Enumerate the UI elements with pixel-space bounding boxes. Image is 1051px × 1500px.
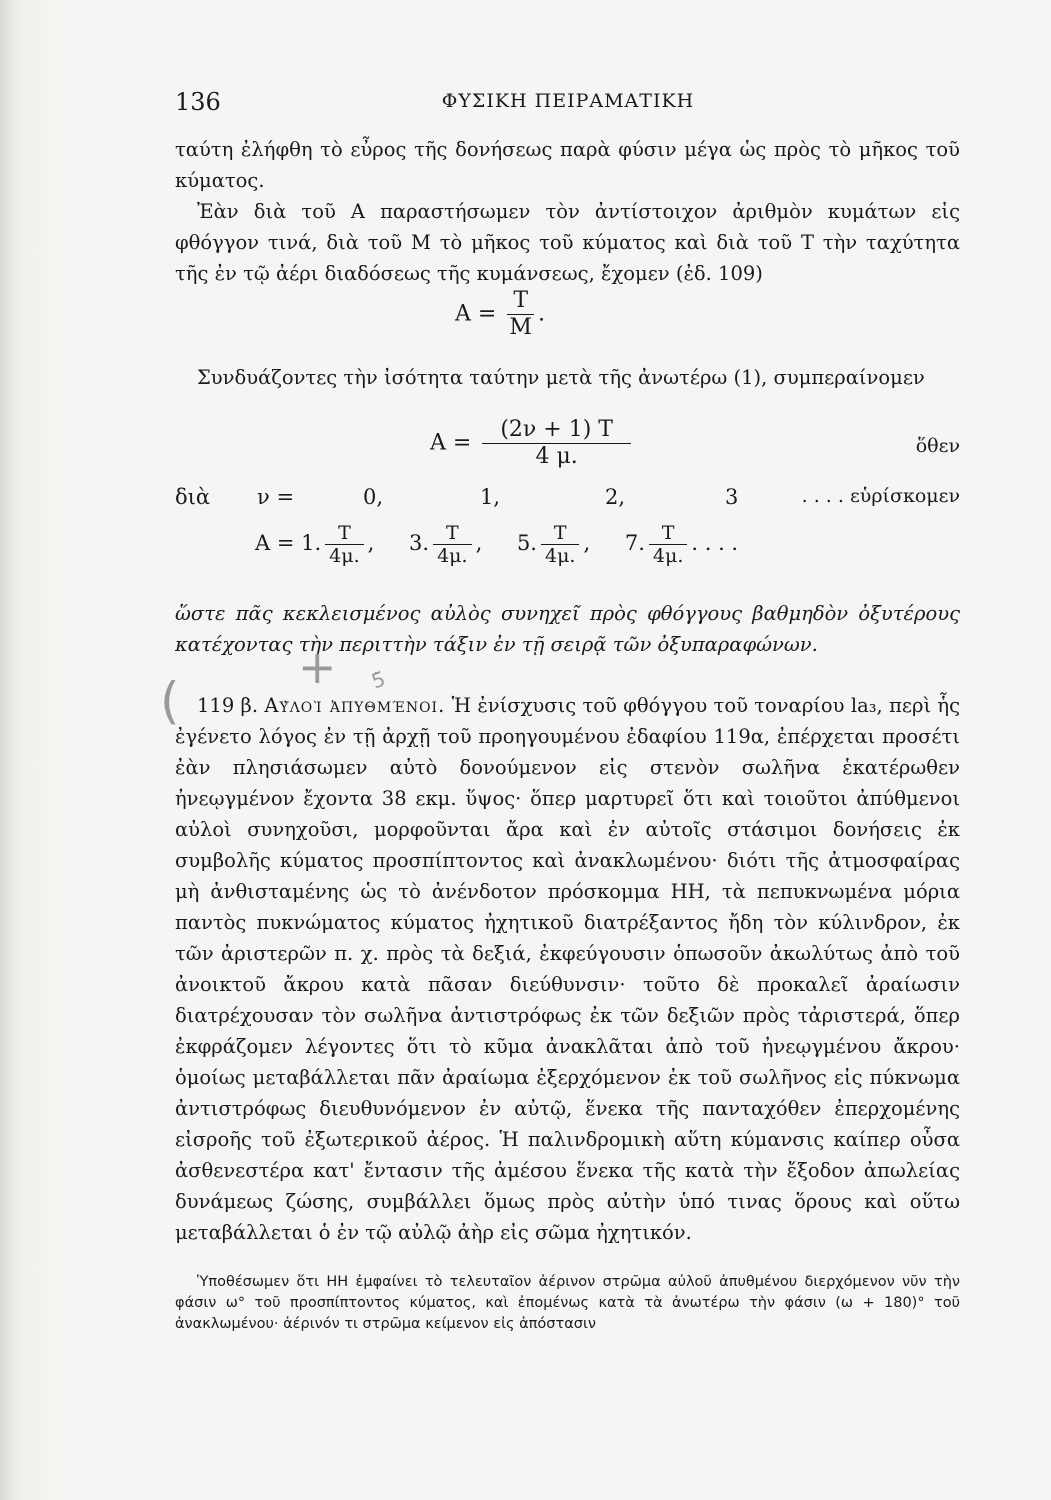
eq2-fraction <box>482 417 631 470</box>
pencil-mark-scribble: 5̃ <box>368 666 389 694</box>
footnote <box>175 1272 960 1335</box>
section-title: Αὐλοὶ ἀπυθμένοι. <box>264 694 446 717</box>
eq4-end: . . . . <box>691 531 739 555</box>
eq3-lead: διὰ <box>175 485 211 509</box>
eq2-tail: ὅθεν <box>915 435 960 457</box>
eq4-lhs: A = <box>255 531 295 555</box>
eq2-lhs: A = <box>430 430 472 456</box>
eq4-denominator-1: 4μ. <box>329 545 360 567</box>
eq4-numerator-1: T <box>325 522 363 545</box>
footnote-text: Ὑποθέσωμεν ὅτι HH ἐμφαίνει τὸ τελευταῖον ἀέρινον στρῶμα αὐλοῦ ἀπυθμένου διερχόμενον νῦν τὴν φάσιν ω° τοῦ προσπίπτοντος κύματος, καὶ ἐπομένως κατὰ τὰ ἀνωτέρω τὴν φάσιν (ω + 180)° τοῦ ἀνακλωμένου· ἀέρινόν τι στρῶμα κείμενον εἰς ἀπόστασιν <box>175 1274 960 1332</box>
text-block-combine <box>175 362 960 393</box>
eq4-coef-5: 5. <box>516 531 537 555</box>
eq1-end: . <box>538 301 546 327</box>
eq3-tail: . . . . εὑρίσκομεν <box>801 485 960 507</box>
section-119b <box>175 690 960 1248</box>
pencil-mark-bracket: ( <box>160 672 180 730</box>
eq4-fraction-5 <box>541 522 579 567</box>
eq4-sep-3: , <box>475 531 483 555</box>
eq3-value-0: 0, <box>363 485 384 509</box>
text-block-top <box>175 134 960 289</box>
eq3-var: ν = <box>257 485 295 509</box>
eq1-lhs: A = <box>455 301 497 327</box>
eq4-coef-7: 7. <box>624 531 645 555</box>
eq4-fraction-3 <box>433 522 471 567</box>
pencil-mark-cross: + <box>298 640 337 694</box>
eq1-fraction <box>507 288 534 341</box>
eq4-coef-1: 1. <box>301 531 322 555</box>
page-number: 136 <box>175 88 221 116</box>
eq4-denominator-3: 4μ. <box>437 545 468 567</box>
equation-2 <box>430 417 960 470</box>
eq4-denominator-7: 4μ. <box>652 545 684 567</box>
equation-1 <box>455 288 545 341</box>
eq1-numerator: T <box>507 288 534 315</box>
section-number: 119 β. <box>197 694 259 717</box>
section-body: Ἡ ἐνίσχυσις τοῦ φθόγγου τοῦ τοναρίου la₃, περὶ ἧς ἐγένετο λόγος ἐν τῇ ἀρχῇ τοῦ προηγουμένου ἐδαφίου 119α, ἐπέρχεται προσέτι ἐὰν πλησιάσωμεν αὐτὸ δονούμενον εἰς στενὸν σωλῆνα ἑκατέρωθεν ἠνεῳγμένον ἔχοντα 38 εκμ. ὕψος· ὅπερ μαρτυρεῖ ὅτι καὶ τοιοῦτοι ἀπύθμενοι αὐλοὶ συνηχοῦσι, μορφοῦνται ἄρα καὶ ἐν αὐτοῖς στάσιμοι δονήσεις ἐκ συμβολῆς κύματος προσπίπτοντος καὶ ἀνακλωμένου· διότι τῆς ἀτμοσφαίρας μὴ ἀνθισταμένης ὡς τὸ ἀνένδοτον πρόσκομμα HH, τὰ πεπυκνωμένα μόρια παντὸς πυκνώματος κύματος ἠχητικοῦ διατρέξαντος ἤδη τὸν κύλινδρον, ἐκ τῶν ἀριστερῶν π. χ. πρὸς τὰ δεξιά, ἐκφεύγουσιν ὁπωσοῦν ἀκωλύτως ἀπὸ τοῦ ἀνοικτοῦ ἄκρου κατὰ πᾶσαν διεύθυνσιν· τοῦτο δὲ προκαλεῖ ἀραίωσιν διατρέχουσαν τὸν σωλῆνα ἀντιστρόφως ἐκ τῶν δεξιῶν πρὸς τἀριστερά, ὅπερ ἐκφράζομεν λέγοντες ὅτι τὸ κῦμα ἀνακλᾶται ἀπὸ τοῦ ἠνεῳγμένου ἄκρου· ὁμοίως μεταβάλλεται πᾶν ἀραίωμα ἐξερχόμενον ἐκ τοῦ σωλῆνος εἰς πύκνωμα ἀντιστρόφως διευθυνόμενον ἐν αὐτῷ, ἕνεκα τῆς πανταχόθεν ἐπερχομένης εἰσροῆς τοῦ ἐξωτερικοῦ ἀέρος. Ἡ παλινδρομικὴ αὕτη κύμανσις καίπερ οὖσα ἀσθενεστέρα κατ' ἔντασιν τῆς ἀμέσου ἕνεκα τῆς κατὰ τὴν ἔξοδον ἀπωλείας δυνάμεως ζώσης, συμβάλλει ὅμως πρὸς αὐτὴν ὑπό τινας ὅρους καὶ οὕτω μεταβάλλεται ὁ ἐν τῷ αὐλῷ ἀὴρ εἰς σῶμα ἠχητικόν. <box>175 694 961 1244</box>
eq4-numerator-3: T <box>433 522 471 545</box>
paragraph-2: Ἐὰν διὰ τοῦ A παραστήσωμεν τὸν ἀντίστοιχον ἀριθμὸν κυμάτων εἰς φθόγγον τινά, διὰ τοῦ M τὸ μῆκος τοῦ κύματος καὶ διὰ τοῦ T τὴν ταχύτητα τῆς ἐν τῷ ἀέρι διαδόσεως τῆς κυμάνσεως, ἔχομεν (ἐδ. 109) <box>175 200 960 285</box>
eq4-numerator-7: T <box>649 522 687 545</box>
eq4-sep-5: , <box>583 531 591 555</box>
eq2-numerator: (2ν + 1) T <box>482 417 631 444</box>
eq4-fraction-7 <box>649 522 687 567</box>
equation-3 <box>175 485 960 515</box>
eq3-value-1: 1, <box>480 485 501 509</box>
eq4-coef-3: 3. <box>409 531 430 555</box>
eq4-fraction-1 <box>325 522 363 567</box>
eq3-value-2: 2, <box>605 485 626 509</box>
section-paragraph <box>175 690 960 1248</box>
page-header <box>175 88 961 118</box>
conclusion-text: ὥστε πᾶς κεκλεισμένος αὐλὸς συνηχεῖ πρὸς φθόγγους βαθμηδὸν ὀξυτέρους κατέχοντας τὴν περιττὴν τάξιν ἐν τῇ σειρᾷ τῶν ὀξυπαραφώνων. <box>175 602 960 656</box>
eq3-value-3: 3 <box>725 485 739 509</box>
paragraph-3: Συνδυάζοντες τὴν ἰσότητα ταύτην μετὰ τῆς ἀνωτέρω (1), συμπεραίνομεν <box>197 366 925 389</box>
eq4-numerator-5: T <box>541 522 579 545</box>
paragraph-1: ταύτη ἐλήφθη τὸ εὖρος τῆς δονήσεως παρὰ φύσιν μέγα ὡς πρὸς τὸ μῆκος τοῦ κύματος. <box>175 138 960 192</box>
equation-4 <box>255 522 738 567</box>
eq4-denominator-5: 4μ. <box>544 545 576 567</box>
eq1-denominator: M <box>509 315 532 340</box>
eq2-denominator: 4 μ. <box>535 444 578 469</box>
conclusion-block <box>175 598 960 660</box>
running-title: ΦΥΣΙΚΗ ΠΕΙΡΑΜΑΤΙΚΗ <box>441 90 695 112</box>
eq4-sep-1: , <box>367 531 375 555</box>
